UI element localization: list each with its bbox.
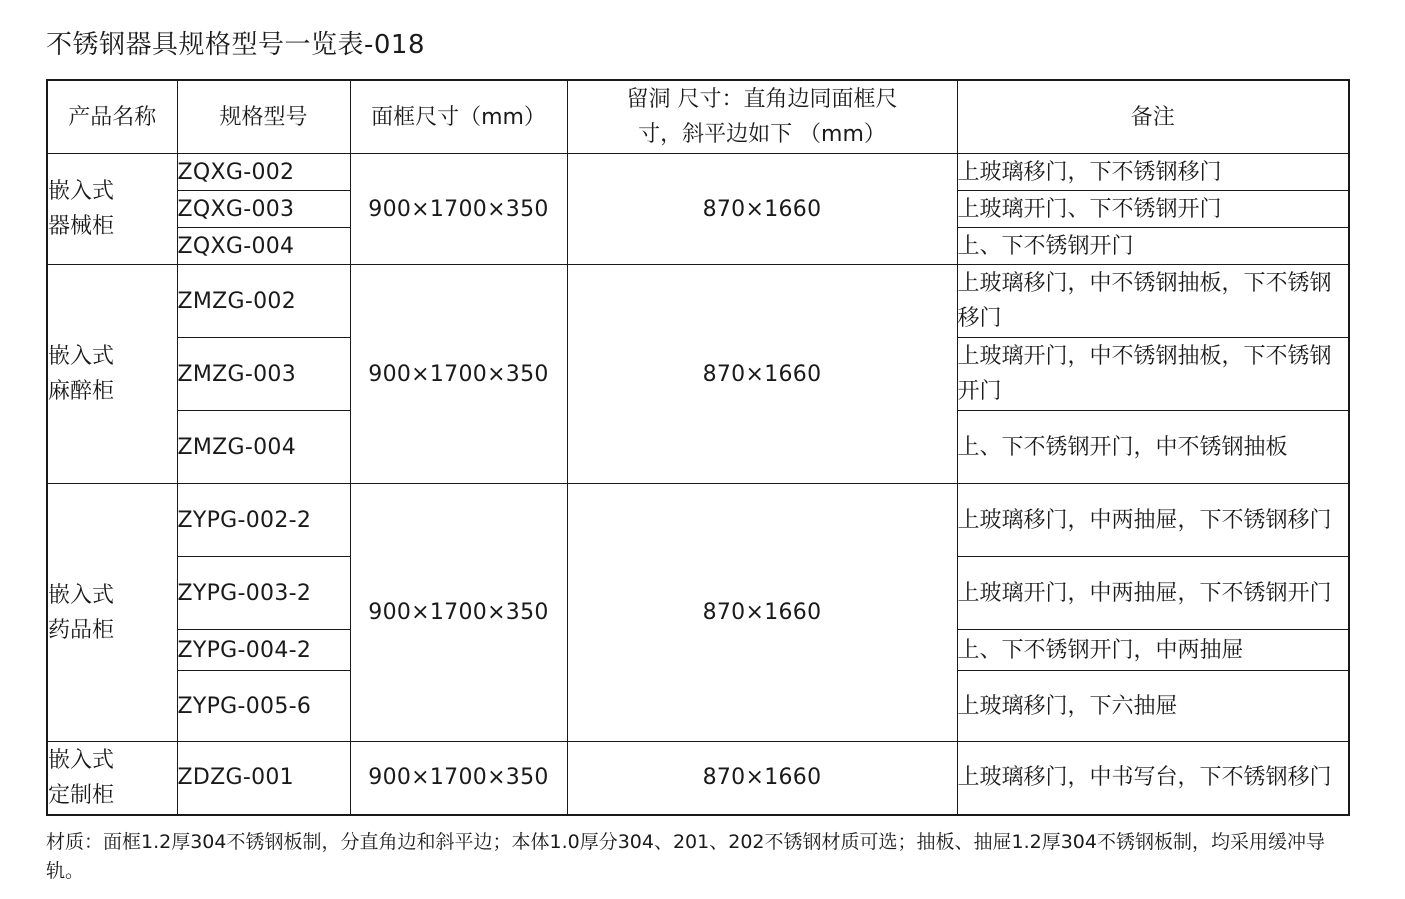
model-cell: ZMZG-002 <box>177 265 350 338</box>
model-cell: ZQXG-004 <box>177 228 350 265</box>
header-row <box>47 80 1349 154</box>
note-cell: 上玻璃开门，中不锈钢抽板，下不锈钢开门 <box>957 338 1349 411</box>
table-row <box>47 265 1349 338</box>
header-frame-size: 面框尺寸（mm） <box>350 80 567 154</box>
hole-size-cell: 870×1660 <box>567 742 957 815</box>
hole-size-cell: 870×1660 <box>567 265 957 484</box>
header-product-name: 产品名称 <box>47 80 177 154</box>
category-cell: 嵌入式器械柜 <box>47 154 177 265</box>
note-cell: 上玻璃开门，中两抽屉，下不锈钢开门 <box>957 557 1349 630</box>
table-row <box>47 484 1349 557</box>
header-model: 规格型号 <box>177 80 350 154</box>
note-cell: 上玻璃移门，中不锈钢抽板，下不锈钢移门 <box>957 265 1349 338</box>
hole-size-cell: 870×1660 <box>567 154 957 265</box>
model-cell: ZMZG-003 <box>177 338 350 411</box>
header-hole-size: 留洞 尺寸：直角边同面框尺寸，斜平边如下 （mm） <box>567 80 957 154</box>
note-cell: 上、下不锈钢开门 <box>957 228 1349 265</box>
note-cell: 上玻璃移门，中两抽屉，下不锈钢移门 <box>957 484 1349 557</box>
model-cell: ZYPG-002-2 <box>177 484 350 557</box>
frame-size-cell: 900×1700×350 <box>350 742 567 815</box>
table-row <box>47 742 1349 815</box>
category-cell: 嵌入式麻醉柜 <box>47 265 177 484</box>
model-cell: ZYPG-003-2 <box>177 557 350 630</box>
spec-table <box>46 79 1350 816</box>
model-cell: ZYPG-005-6 <box>177 671 350 742</box>
category-cell: 嵌入式定制柜 <box>47 742 177 815</box>
header-note: 备注 <box>957 80 1349 154</box>
model-cell: ZQXG-002 <box>177 154 350 191</box>
hole-size-cell: 870×1660 <box>567 484 957 742</box>
note-cell: 上、下不锈钢开门，中不锈钢抽板 <box>957 411 1349 484</box>
document-title: 不锈钢器具规格型号一览表-018 <box>46 30 426 60</box>
table-row <box>47 154 1349 191</box>
model-cell: ZQXG-003 <box>177 191 350 228</box>
note-cell: 上玻璃移门，下六抽屉 <box>957 671 1349 742</box>
note-cell: 上玻璃开门、下不锈钢开门 <box>957 191 1349 228</box>
model-cell: ZDZG-001 <box>177 742 350 815</box>
note-cell: 上玻璃移门，下不锈钢移门 <box>957 154 1349 191</box>
material-footnote: 材质：面框1.2厚304不锈钢板制，分直角边和斜平边；本体1.0厚分304、201、202不锈钢材质可选；抽板、抽屉1.2厚304不锈钢板制，均采用缓冲导轨。 <box>46 831 1325 882</box>
note-cell: 上、下不锈钢开门，中两抽屉 <box>957 630 1349 671</box>
model-cell: ZMZG-004 <box>177 411 350 484</box>
category-cell: 嵌入式药品柜 <box>47 484 177 742</box>
frame-size-cell: 900×1700×350 <box>350 484 567 742</box>
model-cell: ZYPG-004-2 <box>177 630 350 671</box>
frame-size-cell: 900×1700×350 <box>350 154 567 265</box>
frame-size-cell: 900×1700×350 <box>350 265 567 484</box>
note-cell: 上玻璃移门，中书写台，下不锈钢移门 <box>957 742 1349 815</box>
